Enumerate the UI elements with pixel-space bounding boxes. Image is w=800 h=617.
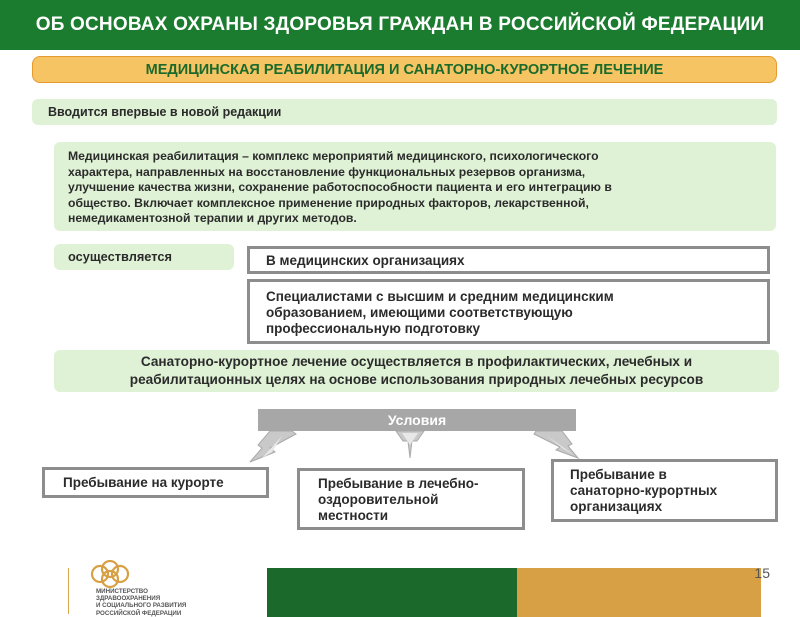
ministry-line: И СОЦИАЛЬНОГО РАЗВИТИЯ	[96, 602, 187, 610]
ministry-line: МИНИСТЕРСТВО	[96, 588, 148, 595]
arrow-right-icon	[534, 431, 578, 458]
spa-line: Санаторно-курортное лечение осуществляется в профилактических, лечебных и	[140, 354, 693, 369]
definition-line: общество. Включает комплексное применение природных факторов, лекарственной,	[68, 195, 589, 210]
conditions-header: Условия	[258, 409, 576, 431]
footer-divider	[68, 568, 69, 614]
page-number: 15	[754, 565, 770, 581]
intro-note: Вводится впервые в новой редакции	[32, 99, 777, 125]
carried-out-label: осуществляется	[54, 244, 234, 270]
definition-line: Медицинская реабилитация – комплекс мероприятий медицинского, психологического	[68, 149, 599, 163]
condition-org-line: санаторно-курортных	[570, 483, 718, 498]
arrow-center-icon	[396, 431, 424, 458]
specialists-line: образованием, имеющими соответствующую	[266, 305, 573, 320]
section-subtitle: МЕДИЦИНСКАЯ РЕАБИЛИТАЦИЯ И САНАТОРНО-КУРОРТНОЕ ЛЕЧЕНИЕ	[32, 56, 777, 83]
condition-local-line: местности	[318, 508, 389, 523]
specialists-line: профессиональную подготовку	[266, 321, 481, 336]
condition-local-line: оздоровительной	[318, 492, 439, 507]
ministry-name	[96, 588, 246, 617]
footer-orange-block	[517, 568, 761, 617]
condition-local-line: Пребывание в лечебно-	[318, 476, 479, 491]
condition-org-line: организациях	[570, 499, 663, 514]
specialists-line: Специалистами с высшим и средним медицинским	[266, 289, 614, 304]
condition-org-line: Пребывание в	[570, 467, 667, 482]
spa-line: реабилитационных целях на основе использования природных лечебных ресурсов	[129, 371, 704, 387]
definition-line: характера, направленных на восстановление функциональных резервов организма,	[68, 164, 586, 179]
ministry-line: РОССИЙСКОЙ ФЕДЕРАЦИИ	[96, 609, 182, 617]
ministry-line: ЗДРАВООХРАНЕНИЯ	[96, 595, 161, 603]
condition-local-box	[297, 468, 525, 530]
definition-line: улучшение качества жизни, сохранение работоспособности пациента и его интеграцию в	[68, 180, 612, 194]
definition-line: немедикаментозной терапии и других методов.	[68, 211, 357, 225]
condition-resort-box: Пребывание на курорте	[42, 467, 269, 498]
medical-organizations-box: В медицинских организациях	[247, 246, 770, 274]
slide-title: ОБ ОСНОВАХ ОХРАНЫ ЗДОРОВЬЯ ГРАЖДАН В РОССИЙСКОЙ ФЕДЕРАЦИИ	[0, 0, 800, 50]
condition-organizations-box	[551, 459, 778, 522]
arrow-left-icon	[250, 431, 296, 462]
footer-green-block	[267, 568, 517, 617]
